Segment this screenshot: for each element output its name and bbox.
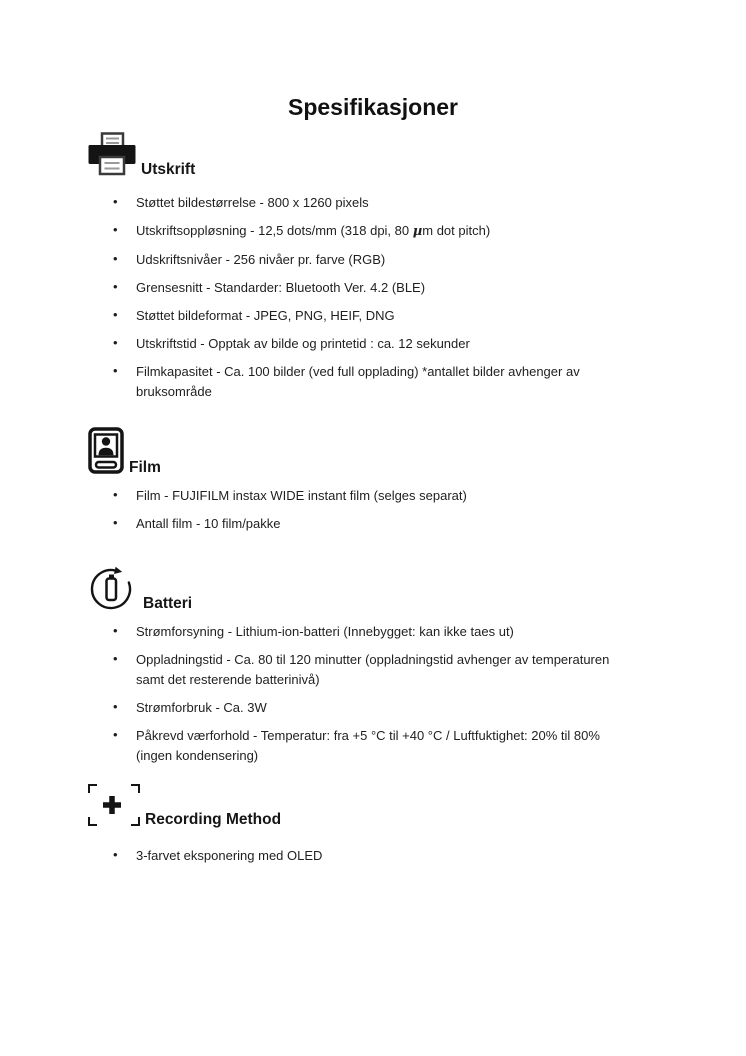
spec-item: • Strømforbruk - Ca. 3W (136, 698, 633, 718)
spec-item: • Filmkapasitet - Ca. 100 bilder (ved full opplading) *antallet bilder avhenger av bruksområde (136, 362, 633, 402)
spec-list-film (88, 486, 633, 534)
spec-item: • Antall film - 10 film/pakke (136, 514, 633, 534)
section-header (88, 132, 684, 176)
document-content (0, 132, 746, 866)
micro-symbol: µ (412, 224, 423, 239)
section-recording (88, 784, 684, 866)
focus-frame-icon (88, 784, 140, 826)
section-header (88, 784, 684, 826)
section-film (88, 427, 684, 534)
spec-item: • Film - FUJIFILM instax WIDE instant film (selges separat) (136, 486, 633, 506)
spec-item: • Utskriftsoppløsning - 12,5 dots/mm (318 dpi, 80 µm dot pitch) (136, 221, 633, 242)
section-heading: Utskrift (141, 161, 196, 178)
section-heading: Film (129, 459, 161, 476)
spec-list-recording (88, 846, 633, 866)
spec-item: • Støttet bildeformat - JPEG, PNG, HEIF, DNG (136, 306, 633, 326)
spec-list-utskrift (88, 193, 633, 402)
spec-item: • Støttet bildestørrelse - 800 x 1260 pixels (136, 193, 633, 213)
section-batteri (88, 560, 684, 766)
printer-icon (88, 132, 136, 176)
spec-item: • Utskriftstid - Opptak av bilde og printetid : ca. 12 sekunder (136, 334, 633, 354)
spec-item: • Strømforsyning - Lithium-ion-batteri (Innebygget: kan ikke taes ut) (136, 622, 633, 642)
spec-item: • Udskriftsnivåer - 256 nivåer pr. farve (RGB) (136, 250, 633, 270)
instant-film-icon (88, 427, 124, 474)
spec-item: • Påkrevd værforhold - Temperatur: fra +5 °C til +40 °C / Luftfuktighet: 20% til 80% (ingen kondensering) (136, 726, 633, 766)
spec-item: • Oppladningstid - Ca. 80 til 120 minutter (oppladningstid avhenger av temperaturen samt det resterende batterinivå) (136, 650, 633, 690)
section-header (88, 560, 684, 610)
battery-recharge-icon (88, 560, 138, 610)
section-header (88, 427, 684, 474)
section-utskrift (88, 132, 684, 402)
spec-item: • Grensesnitt - Standarder: Bluetooth Ver. 4.2 (BLE) (136, 278, 633, 298)
section-heading: Batteri (143, 595, 193, 612)
spec-list-batteri (88, 622, 633, 766)
section-heading: Recording Method (145, 811, 282, 828)
page-title: Spesifikasjoner (287, 94, 459, 120)
spec-item: • 3-farvet eksponering med OLED (136, 846, 633, 866)
